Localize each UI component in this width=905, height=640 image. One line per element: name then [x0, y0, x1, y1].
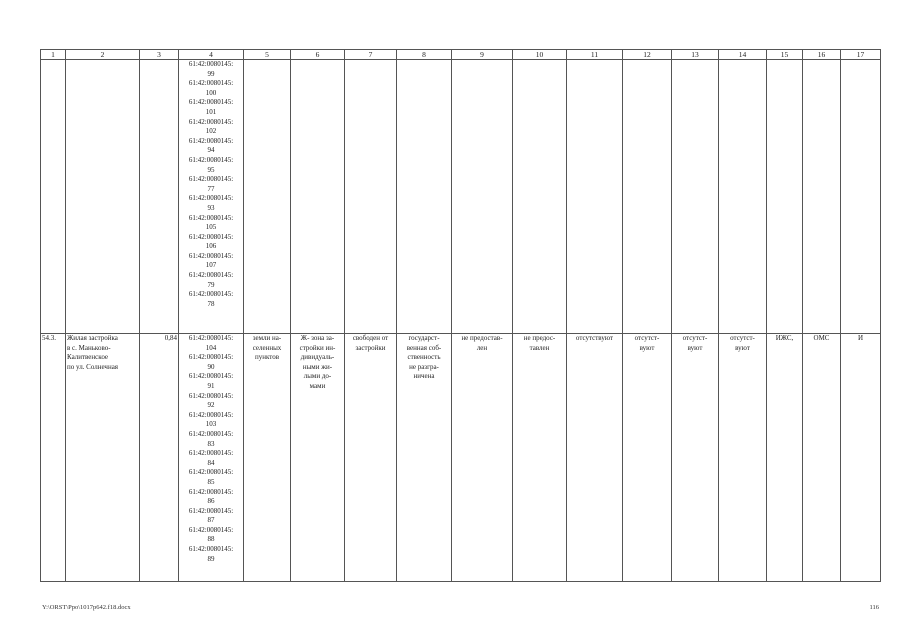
col-header-4: 4 — [179, 50, 244, 60]
col-header-10: 10 — [513, 50, 567, 60]
marker: И — [841, 334, 881, 582]
cadastral-number: 61:42:0080145: 95 — [188, 155, 234, 174]
ownership-type: государст- венная соб- ственность не разгра- ничена — [397, 334, 452, 582]
cadastral-number: 61:42:0080145: 90 — [188, 353, 234, 371]
absent-value-13: отсутст- вуют — [672, 334, 719, 582]
col-header-8: 8 — [397, 50, 452, 60]
cadastral-number: 61:42:0080145: 100 — [188, 79, 234, 97]
area-value: 0,84 — [140, 334, 179, 582]
cadastral-number: 61:42:0080145: 106 — [188, 232, 234, 251]
col-header-11: 11 — [567, 50, 623, 60]
cadastral-number: 61:42:0080145: 77 — [188, 175, 234, 193]
cadastral-number: 61:42:0080145: 85 — [188, 468, 234, 486]
object-name: Жилая застройка в с. Маньково- Калитвенское по ул. Солнечная — [66, 334, 140, 582]
col-header-5: 5 — [244, 50, 291, 60]
cadastral-number: 61:42:0080145: 84 — [188, 449, 234, 467]
col-header-15: 15 — [767, 50, 803, 60]
cadastral-number: 61:42:0080145: 107 — [188, 251, 234, 270]
cadastral-number: 61:42:0080145: 86 — [188, 487, 234, 506]
provision-status: не предостав- лен — [452, 334, 513, 582]
cadastral-numbers-cell — [179, 60, 244, 334]
cadastral-number: 61:42:0080145: 103 — [188, 410, 234, 429]
table-row — [41, 60, 881, 334]
col-header-17: 17 — [841, 50, 881, 60]
cadastral-number: 61:42:0080145: 83 — [188, 429, 234, 448]
land-category: земли на- селенных пунктов — [244, 334, 291, 582]
col-header-12: 12 — [623, 50, 672, 60]
col-header-9: 9 — [452, 50, 513, 60]
zone-type: Ж- зона за- стройки ин- дивидуаль- ными жи- лыми до- мами — [291, 334, 345, 582]
cadastral-number: 61:42:0080145: 99 — [188, 60, 234, 78]
cadastral-number: 61:42:0080145: 92 — [188, 391, 234, 410]
cadastral-number: 61:42:0080145: 79 — [188, 271, 234, 289]
col-header-1: 1 — [41, 50, 66, 60]
encumbrances: отсутствуют — [567, 334, 623, 582]
cadastral-number: 61:42:0080145: 94 — [188, 136, 234, 155]
col-header-2: 2 — [66, 50, 140, 60]
land-plots-table — [40, 49, 881, 582]
cadastral-number: 61:42:0080145: 88 — [188, 525, 234, 544]
cadastral-number: 61:42:0080145: 105 — [188, 213, 234, 232]
cadastral-number: 61:42:0080145: 93 — [188, 194, 234, 212]
cadastral-number: 61:42:0080145: 89 — [188, 545, 234, 563]
cadastral-number: 61:42:0080145: 101 — [188, 98, 234, 116]
page-number: 116 — [869, 604, 879, 611]
col-header-6: 6 — [291, 50, 345, 60]
usage-type: ИЖС, — [767, 334, 803, 582]
col-header-14: 14 — [719, 50, 767, 60]
cadastral-numbers-cell — [179, 334, 244, 582]
absent-value-12: отсутст- вуют — [623, 334, 672, 582]
cadastral-number: 61:42:0080145: 78 — [188, 290, 234, 308]
col-header-7: 7 — [345, 50, 397, 60]
table-row — [41, 334, 881, 582]
authority: ОМС — [803, 334, 841, 582]
absent-value-14: отсутст- вуют — [719, 334, 767, 582]
col-header-16: 16 — [803, 50, 841, 60]
col-header-3: 3 — [140, 50, 179, 60]
cadastral-number: 61:42:0080145: 104 — [188, 334, 234, 352]
col-header-13: 13 — [672, 50, 719, 60]
item-number: 54.3. — [41, 334, 66, 582]
footer-file-path: Y:\ORST\Ppo\1017p642.f18.docx — [42, 604, 131, 611]
development-status: свободен от застройки — [345, 334, 397, 582]
cadastral-number: 61:42:0080145: 102 — [188, 117, 234, 136]
cadastral-number: 61:42:0080145: 91 — [188, 372, 234, 390]
provision-status-2: не предос- тавлен — [513, 334, 567, 582]
cadastral-number: 61:42:0080145: 87 — [188, 506, 234, 525]
header-row — [41, 50, 881, 60]
